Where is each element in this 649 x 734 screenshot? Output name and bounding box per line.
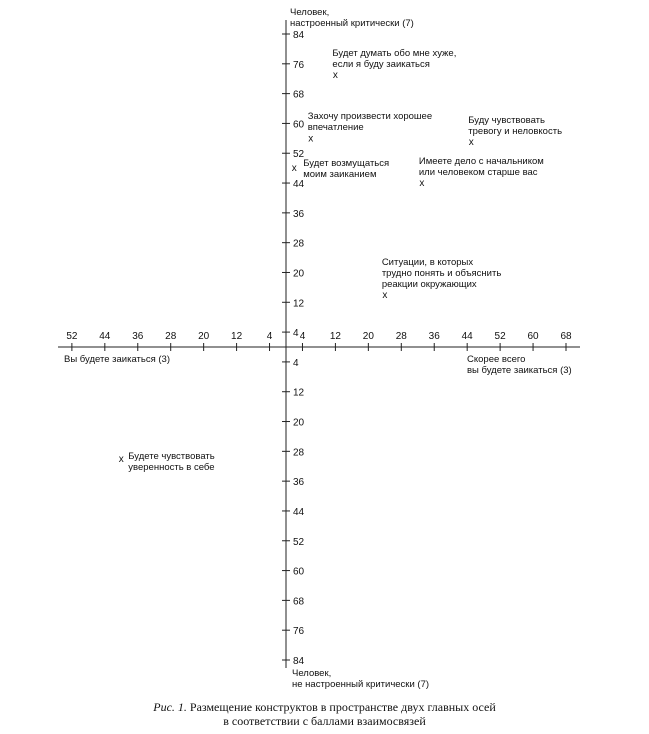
figure-caption — [0, 700, 649, 728]
data-point-label: Будет возмущаться моим заиканием — [303, 158, 390, 181]
x-tick-label: 52 — [66, 331, 78, 342]
x-tick-label: 44 — [461, 331, 473, 342]
data-point-marker: x — [382, 289, 388, 301]
caption-figure-number: Рис. 1. — [153, 700, 187, 714]
y-tick-label: 44 — [293, 506, 305, 518]
data-point-marker: x — [308, 133, 314, 145]
y-tick-label: 52 — [293, 536, 305, 548]
y-tick-label: 28 — [293, 238, 305, 250]
x-tick-label: 20 — [362, 331, 374, 342]
y-tick-label: 20 — [293, 268, 305, 280]
x-tick-label: 4 — [266, 331, 273, 342]
y-tick-label: 84 — [293, 656, 305, 667]
y-tick-label: 20 — [293, 417, 305, 429]
x-tick-label: 4 — [299, 331, 306, 342]
data-point-label: Буду чувствовать тревогу и неловкость — [468, 115, 563, 138]
data-point-marker: x — [332, 69, 338, 81]
y-tick-label: 68 — [293, 89, 305, 101]
y-tick-label: 36 — [293, 477, 305, 489]
data-point-label: Ситуации, в которых трудно понять и объяснить реакции окружающих — [381, 256, 502, 290]
caption-line-2: в соответствии с баллами взаимосвязей — [223, 714, 426, 728]
data-point-label: Имеете дело с начальником или человеком старше вас — [418, 156, 544, 179]
y-tick-label: 52 — [293, 149, 305, 161]
data-point-marker: x — [118, 453, 124, 465]
x-tick-label: 60 — [527, 331, 539, 342]
y-tick-label: 4 — [293, 328, 299, 340]
y-tick-label: 68 — [293, 596, 305, 608]
caption-line-1: Размещение конструктов в пространстве двух главных осей — [189, 700, 496, 714]
data-point-marker: x — [468, 137, 474, 149]
data-point-marker: x — [291, 163, 297, 175]
y-tick-label: 44 — [293, 179, 305, 191]
x-tick-label: 44 — [99, 331, 111, 342]
y-tick-label: 60 — [293, 119, 305, 131]
y-tick-label: 12 — [293, 387, 305, 399]
x-tick-label: 12 — [231, 331, 243, 342]
y-tick-label: 4 — [293, 357, 299, 369]
x-tick-label: 52 — [494, 331, 506, 342]
y-tick-label: 76 — [293, 626, 305, 638]
data-point-label: Захочу произвести хорошее впечатление — [307, 111, 433, 134]
x-tick-label: 12 — [329, 331, 341, 342]
x-tick-label: 68 — [560, 331, 572, 342]
x-tick-label: 28 — [395, 331, 407, 342]
y-tick-label: 36 — [293, 208, 305, 220]
y-tick-label: 84 — [293, 30, 305, 41]
x-tick-label: 20 — [198, 331, 210, 342]
data-point-label: Будете чувствовать уверенность в себе — [128, 450, 215, 473]
left-axis-label: Вы будете заикаться (3) — [64, 354, 170, 365]
y-tick-label: 28 — [293, 447, 305, 459]
x-tick-label: 28 — [165, 331, 177, 342]
y-tick-label: 60 — [293, 566, 305, 578]
data-point-marker: x — [419, 178, 425, 190]
x-tick-label: 36 — [132, 331, 144, 342]
x-tick-label: 36 — [428, 331, 440, 342]
y-tick-label: 76 — [293, 59, 305, 71]
bottom-axis-label: Человек, не настроенный критически (7) — [292, 668, 430, 690]
right-axis-label: Скорее всего вы будете заикаться (3) — [467, 354, 572, 376]
data-point-label: Будет думать обо мне хуже, если я буду заикаться — [332, 47, 457, 70]
top-axis-label: Человек, настроенный критически (7) — [290, 7, 414, 29]
y-tick-label: 12 — [293, 298, 305, 310]
